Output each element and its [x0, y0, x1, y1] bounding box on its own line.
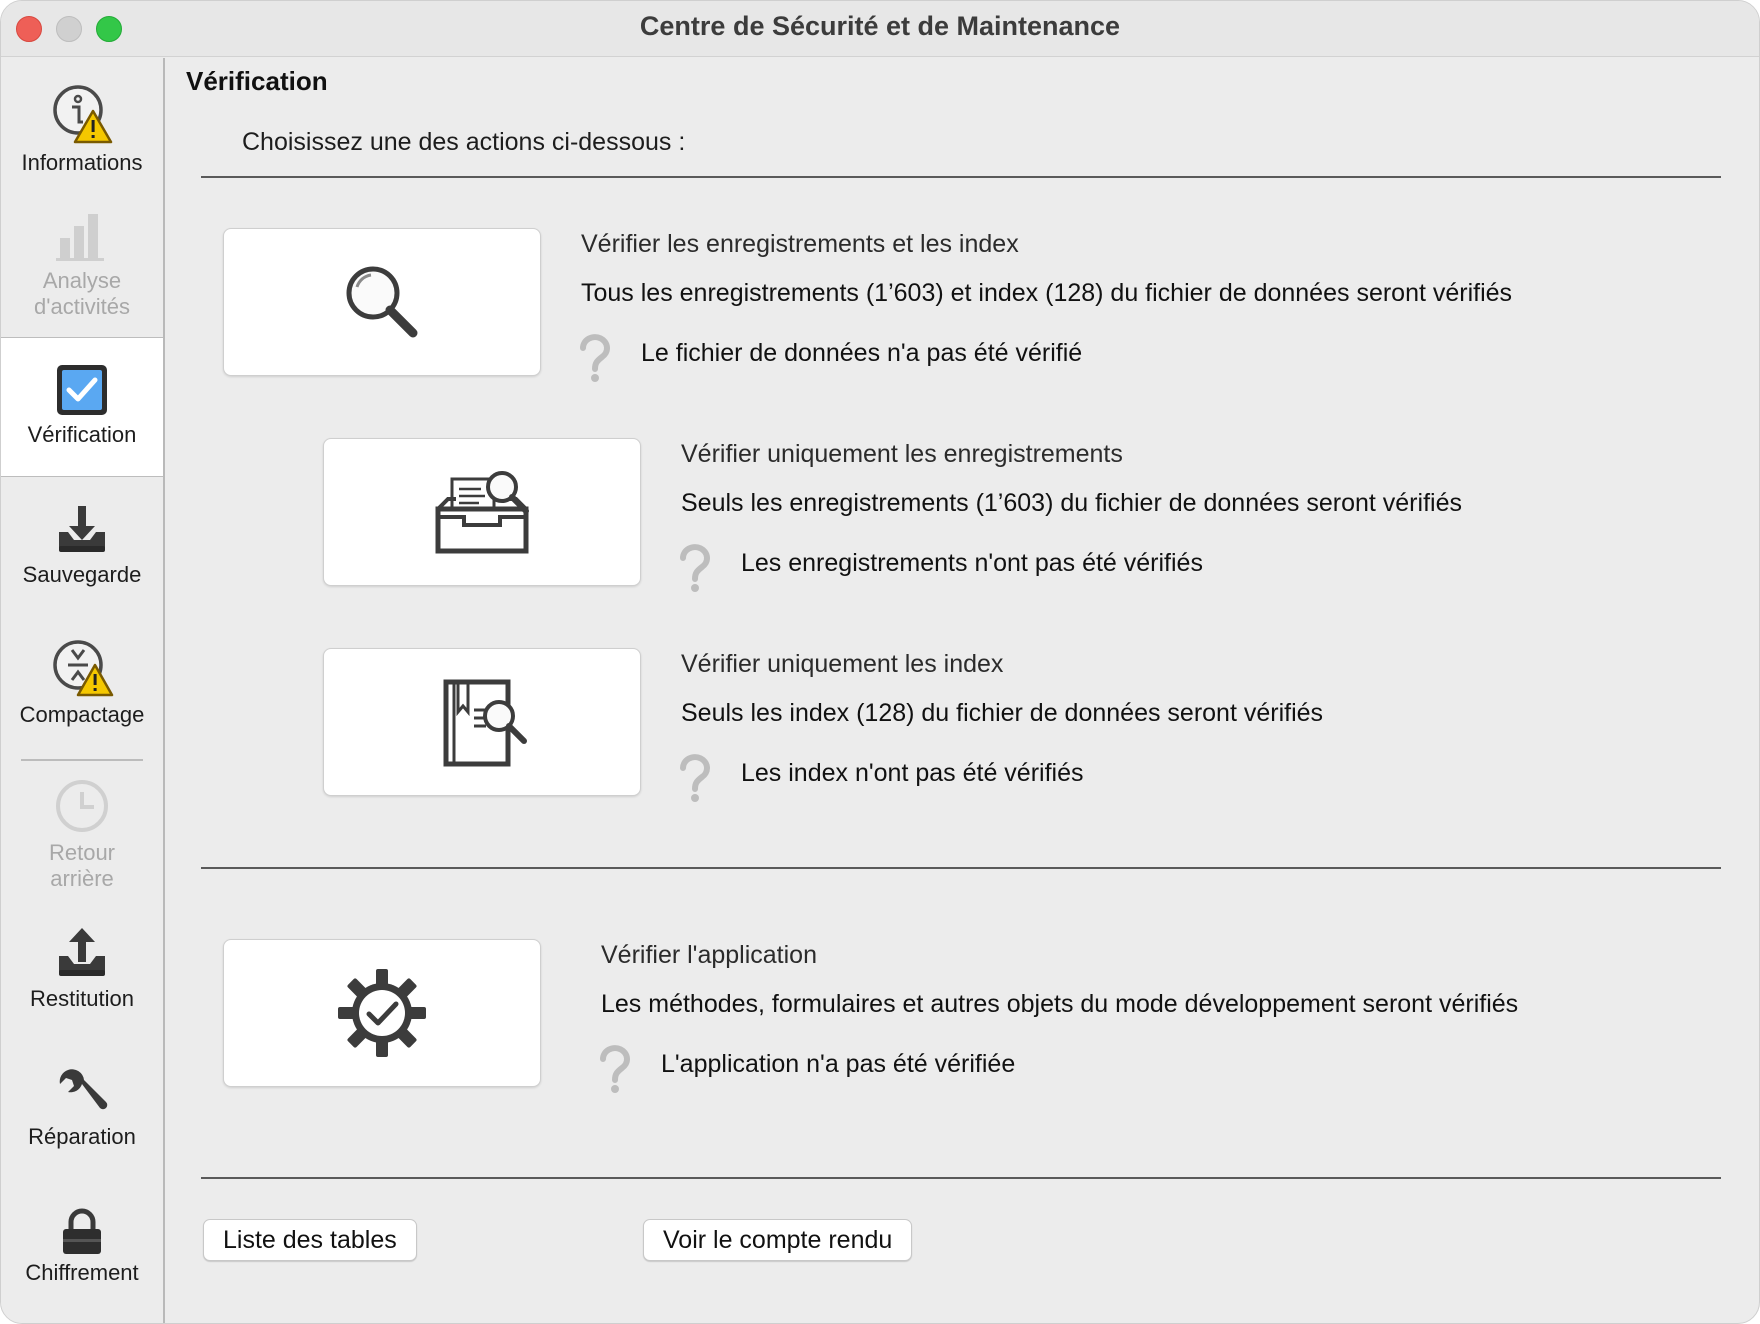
- tray-document-search-icon: [432, 465, 532, 559]
- action-title: Vérifier uniquement les enregistrements: [681, 440, 1123, 468]
- divider: [201, 1177, 1721, 1179]
- intro-text: Choisissez une des actions ci-dessous :: [242, 128, 686, 156]
- bar-chart-icon: [52, 208, 112, 264]
- sidebar-item-label: Compactage: [19, 702, 145, 727]
- action-status: Les index n'ont pas été vérifiés: [741, 759, 1084, 787]
- main-panel: [167, 58, 1760, 1324]
- sidebar-item-label: Vérification: [27, 422, 137, 447]
- compact-warning-icon: [50, 638, 114, 698]
- title-bar: [1, 1, 1759, 57]
- divider: [201, 176, 1721, 178]
- sidebar-separator: [21, 759, 143, 761]
- sidebar-item-label: Analyse d'activités: [34, 268, 130, 319]
- question-mark-icon: [578, 334, 612, 384]
- action-title: Vérifier uniquement les index: [681, 650, 1004, 678]
- sidebar-item-label: Réparation: [28, 1124, 136, 1149]
- verify-application-button[interactable]: [223, 939, 541, 1087]
- action-description: Seuls les index (128) du fichier de données seront vérifiés: [681, 699, 1324, 727]
- divider: [201, 867, 1721, 869]
- clock-back-icon: [52, 776, 112, 836]
- checkbox-icon: [54, 362, 110, 418]
- action-description: Seuls les enregistrements (1’603) du fichier de données seront vérifiés: [681, 489, 1462, 517]
- gear-check-icon: [334, 965, 430, 1061]
- sidebar: [1, 58, 165, 1324]
- sidebar-item-label: Sauvegarde: [22, 562, 142, 587]
- action-description: Les méthodes, formulaires et autres objets du mode développement seront vérifiés: [601, 990, 1519, 1018]
- download-tray-icon: [54, 502, 110, 558]
- sidebar-item-restitution[interactable]: [1, 926, 163, 1012]
- verify-index-button[interactable]: [323, 648, 641, 796]
- sidebar-item-label: Restitution: [30, 986, 134, 1011]
- sidebar-item-sauvegarde[interactable]: [1, 502, 163, 588]
- action-status: Les enregistrements n'ont pas été vérifiés: [741, 549, 1203, 577]
- sidebar-item-label: Informations: [21, 150, 143, 175]
- book-search-icon: [432, 672, 532, 772]
- sidebar-item-reparation[interactable]: [1, 1064, 163, 1150]
- page-title: Vérification: [186, 66, 328, 96]
- action-title: Vérifier les enregistrements et les index: [581, 230, 1019, 258]
- action-title: Vérifier l'application: [601, 941, 817, 969]
- sidebar-item-verification[interactable]: [1, 337, 163, 477]
- sidebar-item-retour-arriere[interactable]: [1, 776, 163, 892]
- sidebar-item-informations[interactable]: [1, 82, 163, 176]
- wrench-icon: [54, 1064, 110, 1120]
- magnifier-icon: [337, 257, 427, 347]
- verify-all-button[interactable]: [223, 228, 541, 376]
- question-mark-icon: [678, 544, 712, 594]
- sidebar-item-label: Chiffrement: [25, 1260, 139, 1285]
- sidebar-item-label: Retour arrière: [48, 840, 116, 891]
- list-tables-button[interactable]: Liste des tables: [203, 1219, 417, 1261]
- action-description: Tous les enregistrements (1’603) et index (128) du fichier de données seront vérifiés: [581, 279, 1513, 307]
- action-status: L'application n'a pas été vérifiée: [661, 1050, 1016, 1078]
- action-status: Le fichier de données n'a pas été vérifié: [641, 339, 1083, 367]
- sidebar-item-compactage[interactable]: [1, 638, 163, 728]
- verify-records-button[interactable]: [323, 438, 641, 586]
- window-title: Centre de Sécurité et de Maintenance: [639, 11, 1121, 41]
- upload-tray-icon: [54, 926, 110, 982]
- sidebar-item-chiffrement[interactable]: [1, 1208, 163, 1286]
- lock-icon: [58, 1208, 106, 1256]
- info-warning-icon: [50, 82, 114, 146]
- sidebar-item-analyse-activites[interactable]: [1, 208, 163, 320]
- question-mark-icon: [598, 1045, 632, 1095]
- question-mark-icon: [678, 754, 712, 804]
- view-report-button[interactable]: Voir le compte rendu: [643, 1219, 912, 1261]
